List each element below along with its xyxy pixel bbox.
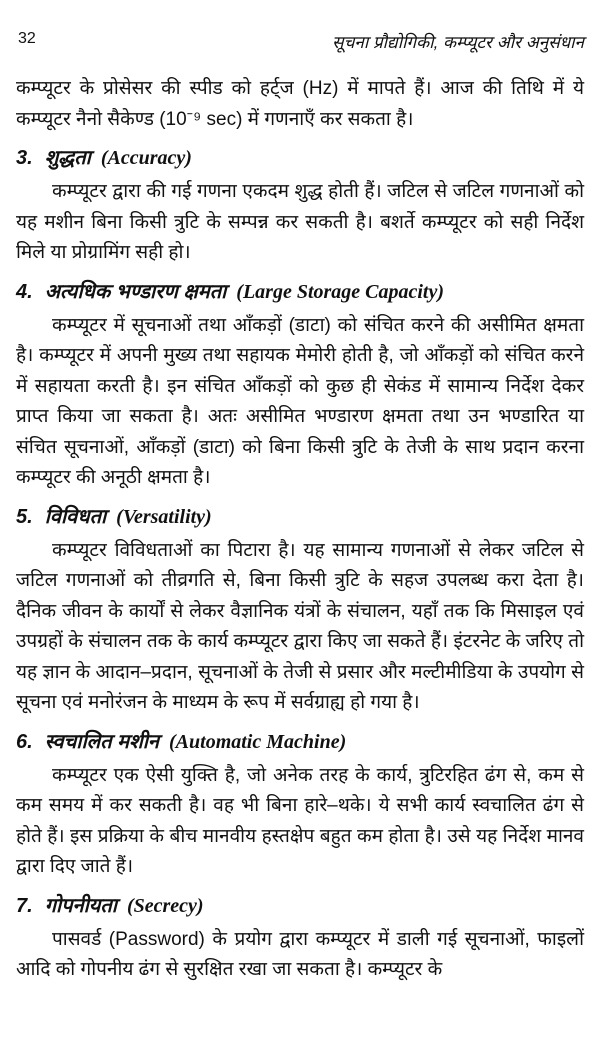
section-number: 7. [16,894,33,917]
running-title: सूचना प्रौद्योगिकी, कम्प्यूटर और अनुसंधान [332,33,584,52]
section-heading-accuracy [16,143,584,173]
section-paragraph-versatility: कम्प्यूटर विविधताओं का पिटारा है। यह सामान्य गणनाओं से लेकर जटिल से जटिल गणनाओं को तीव्रगति से, बिना किसी त्रुटि के सहज उपलब्ध करा देता है। दैनिक जीवन के कार्यों से लेकर वैज्ञानिक यंत्रों के संचालन, यहाँ तक कि मिसाइल एवं उपग्रहों के संचालन तक के कार्य कम्प्यूटर द्वारा किए जा सकते हैं। इंटरनेट के जरिए तो यह ज्ञान के आदान–प्रदान, सूचनाओं के तेजी से प्रसार और मल्टीमीडिया के उपयोग से सूचना एवं मनोरंजन के माध्यम के रूप में सर्वग्राह्य हो गया है। [16,539,584,713]
section-number: 4. [16,280,33,303]
section-paragraph-secrecy: पासवर्ड (Password) के प्रयोग द्वारा कम्प्यूटर में डाली गई सूचनाओं, फाइलों आदि को गोपनीय ढंग से सुरक्षित रखा जा सकता है। कम्प्यूटर के [16,928,584,980]
section-title-english: (Large Storage Capacity) [236,280,445,303]
page-number: 32 [18,30,36,47]
section-paragraph-automatic: कम्प्यूटर एक ऐसी युक्ति है, जो अनेक तरह के कार्य, त्रुटिरहित ढंग से, कम से कम समय में कर सकती है। वह भी बिना हारे–थके। ये सभी कार्य स्वचालित ढंग से होते हैं। इस प्रक्रिया के बीच मानवीय हस्तक्षेप बहुत कम होता है। उसे यह निर्देश मानव द्वारा दिए जाते हैं। [16,764,584,877]
section-title-hindi: शुद्धता [44,147,91,169]
section-paragraph-storage: कम्प्यूटर में सूचनाओं तथा आँकड़ों (डाटा) को संचित करने की असीमित क्षमता है। कम्प्यूटर में अपनी मुख्य तथा सहायक मेमोरी होती है, जो आँकड़ों को संचित करने में सहायता करती है। इन संचित आँकड़ों को कुछ ही सेकंड में सामान्य निर्देश देकर प्राप्त किया जा सकता है। अतः असीमित भण्डारण क्षमता तथा उन भण्डारित या संचित सूचनाओं, आँकड़ों (डाटा) को बिना किसी त्रुटि के तेजी के साथ प्रदान करना कम्प्यूटर की अनूठी क्षमता है। [16,314,584,488]
section-title-hindi: स्वचालित मशीन [44,730,160,753]
section-title-english: (Accuracy) [100,147,192,169]
section-heading-automatic [16,727,584,757]
section-heading-storage [16,277,584,307]
section-number: 6. [16,730,33,753]
section-number: 3. [16,147,33,169]
intro-paragraph: कम्प्यूटर के प्रोसेसर की स्पीड को हर्ट्ज (Hz) में मापते हैं। आज की तिथि में ये कम्प्यूटर नैनो सैकेण्ड (10⁻⁹ sec) में गणनाएँ कर सकता है। [16,78,584,130]
section-title-english: (Automatic Machine) [169,730,347,753]
section-title-english: (Versatility) [116,505,212,528]
section-paragraph-accuracy: कम्प्यूटर द्वारा की गई गणना एकदम शुद्ध होती हैं। जटिल से जटिल गणनाओं को यह मशीन बिना किसी त्रुटि के सम्पन्न कर सकती है। बशर्ते कम्प्यूटर को सही निर्देश मिले या प्रोग्रामिंग सही हो। [16,181,584,263]
section-title-english: (Secrecy) [126,894,204,917]
section-title-hindi: अत्यधिक भण्डारण क्षमता [44,280,227,303]
section-number: 5. [16,505,33,528]
section-heading-secrecy [16,891,584,921]
section-title-hindi: गोपनीयता [44,894,117,917]
section-title-hindi: विविधता [44,505,107,528]
section-heading-versatility [16,502,584,532]
running-head [16,30,584,54]
page-content [16,74,584,986]
